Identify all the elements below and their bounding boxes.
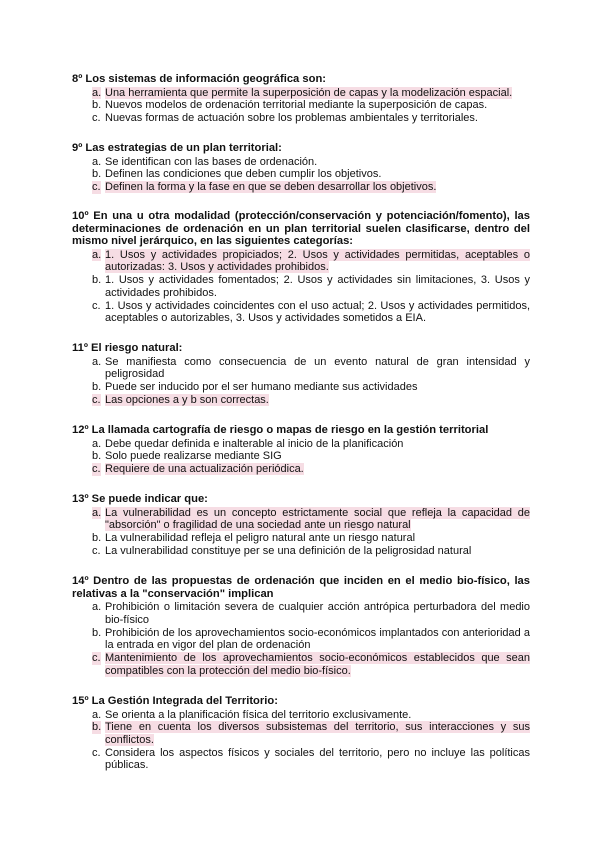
question-title: 8º Los sistemas de información geográfica son: — [72, 73, 327, 85]
option-b: b. Tiene en cuenta los diversos subsistemas del territorio, sus interacciones y sus conflictos. — [92, 721, 530, 746]
question-title: 10º En una u otra modalidad (protección/conservación y potenciación/fomento), las determinaciones de ordenación en un plan territorial suelen clasificarse, dentro del mismo nivel jerárquico, en las siguientes categorías: — [72, 210, 530, 248]
option-c: c. Considera los aspectos físicos y sociales del territorio, pero no incluye las políticas públicas. — [92, 746, 530, 772]
option-a: a. Una herramienta que permite la superposición de capas y la modelización espacial. — [92, 86, 513, 99]
option-b: b. Nuevos modelos de ordenación territorial mediante la superposición de capas. — [92, 99, 488, 112]
option-a: a. Se identifican con las bases de ordenación. — [92, 155, 318, 168]
option-list — [72, 156, 530, 194]
option-a: a. Se manifiesta como consecuencia de un evento natural de gran intensidad y peligrosidad — [92, 355, 530, 381]
question-title: 14º Dentro de las propuestas de ordenación que inciden en el medio bio-físico, las relativas a la "conservación" implican — [72, 575, 530, 600]
option-list — [72, 601, 530, 677]
option-c: c. 1. Usos y actividades coincidentes con el uso actual; 2. Usos y actividades permitidos, aceptables o autorizables, 3. Usos y actividades sometidos a EIA. — [92, 299, 530, 325]
option-a: a. 1. Usos y actividades propiciados; 2. Usos y actividades permitidas, aceptables o autorizadas: 3. Usos y actividades prohibidos. — [92, 248, 530, 274]
question-9 — [72, 142, 530, 194]
question-title: 15º La Gestión Integrada del Territorio: — [72, 695, 278, 707]
option-list — [72, 87, 530, 125]
option-list — [72, 709, 530, 773]
question-title: 13º Se puede indicar que: — [72, 493, 208, 505]
option-c: c. Definen la forma y la fase en que se deben desarrollar los objetivos. — [92, 181, 437, 193]
question-14 — [72, 575, 530, 677]
option-c: c. Requiere de una actualización periódica. — [92, 463, 304, 475]
option-c: c. Las opciones a y b son correctas. — [92, 393, 269, 406]
option-b: b. La vulnerabilidad refleja el peligro natural ante un riesgo natural — [92, 532, 416, 544]
question-12 — [72, 424, 530, 476]
question-title: 12º La llamada cartografía de riesgo o mapas de riesgo en la gestión territorial — [72, 424, 489, 436]
question-8 — [72, 73, 530, 125]
question-title: 9º Las estrategias de un plan territorial: — [72, 142, 282, 154]
option-a: a. Debe quedar definida e inalterable al inicio de la planificación — [92, 437, 404, 450]
option-list — [72, 356, 530, 407]
option-c: c. Nuevas formas de actuación sobre los problemas ambientales y territoriales. — [92, 112, 478, 124]
option-b: b. Prohibición de los aprovechamientos socio-económicos implantados con anterioridad a la entrada en vigor del plan de ordenación — [92, 626, 530, 652]
option-b: b. Puede ser inducido por el ser humano mediante sus actividades — [92, 381, 418, 393]
option-list — [72, 438, 530, 476]
question-11 — [72, 342, 530, 406]
option-b: b. Definen las condiciones que deben cumplir los objetivos. — [92, 168, 382, 181]
option-a: a. Prohibición o limitación severa de cualquier acción antrópica perturbadora del medio bio-físico — [92, 601, 530, 626]
option-list — [72, 249, 530, 325]
question-15 — [72, 695, 530, 772]
question-title: 11º El riesgo natural: — [72, 342, 183, 354]
option-c: c. La vulnerabilidad constituye per se una definición de la peligrosidad natural — [92, 544, 472, 557]
option-b: b. Solo puede realizarse mediante SIG — [92, 450, 282, 463]
question-13 — [72, 493, 530, 557]
option-c: c. Mantenimiento de los aprovechamientos socio-económicos establecidos que sean compatibles con la protección del medio bio-físico. — [92, 652, 530, 677]
question-10 — [72, 210, 530, 325]
option-b: b. 1. Usos y actividades fomentados; 2. Usos y actividades sin limitaciones, 3. Usos y actividades prohibidos. — [92, 274, 530, 299]
option-a: a. Se orienta a la planificación física del territorio exclusivamente. — [92, 708, 412, 721]
option-a: a. La vulnerabilidad es un concepto estrictamente social que refleja la capacidad de "absorción" o fragilidad de una sociedad ante un riesgo natural — [92, 506, 530, 532]
option-list — [72, 507, 530, 558]
